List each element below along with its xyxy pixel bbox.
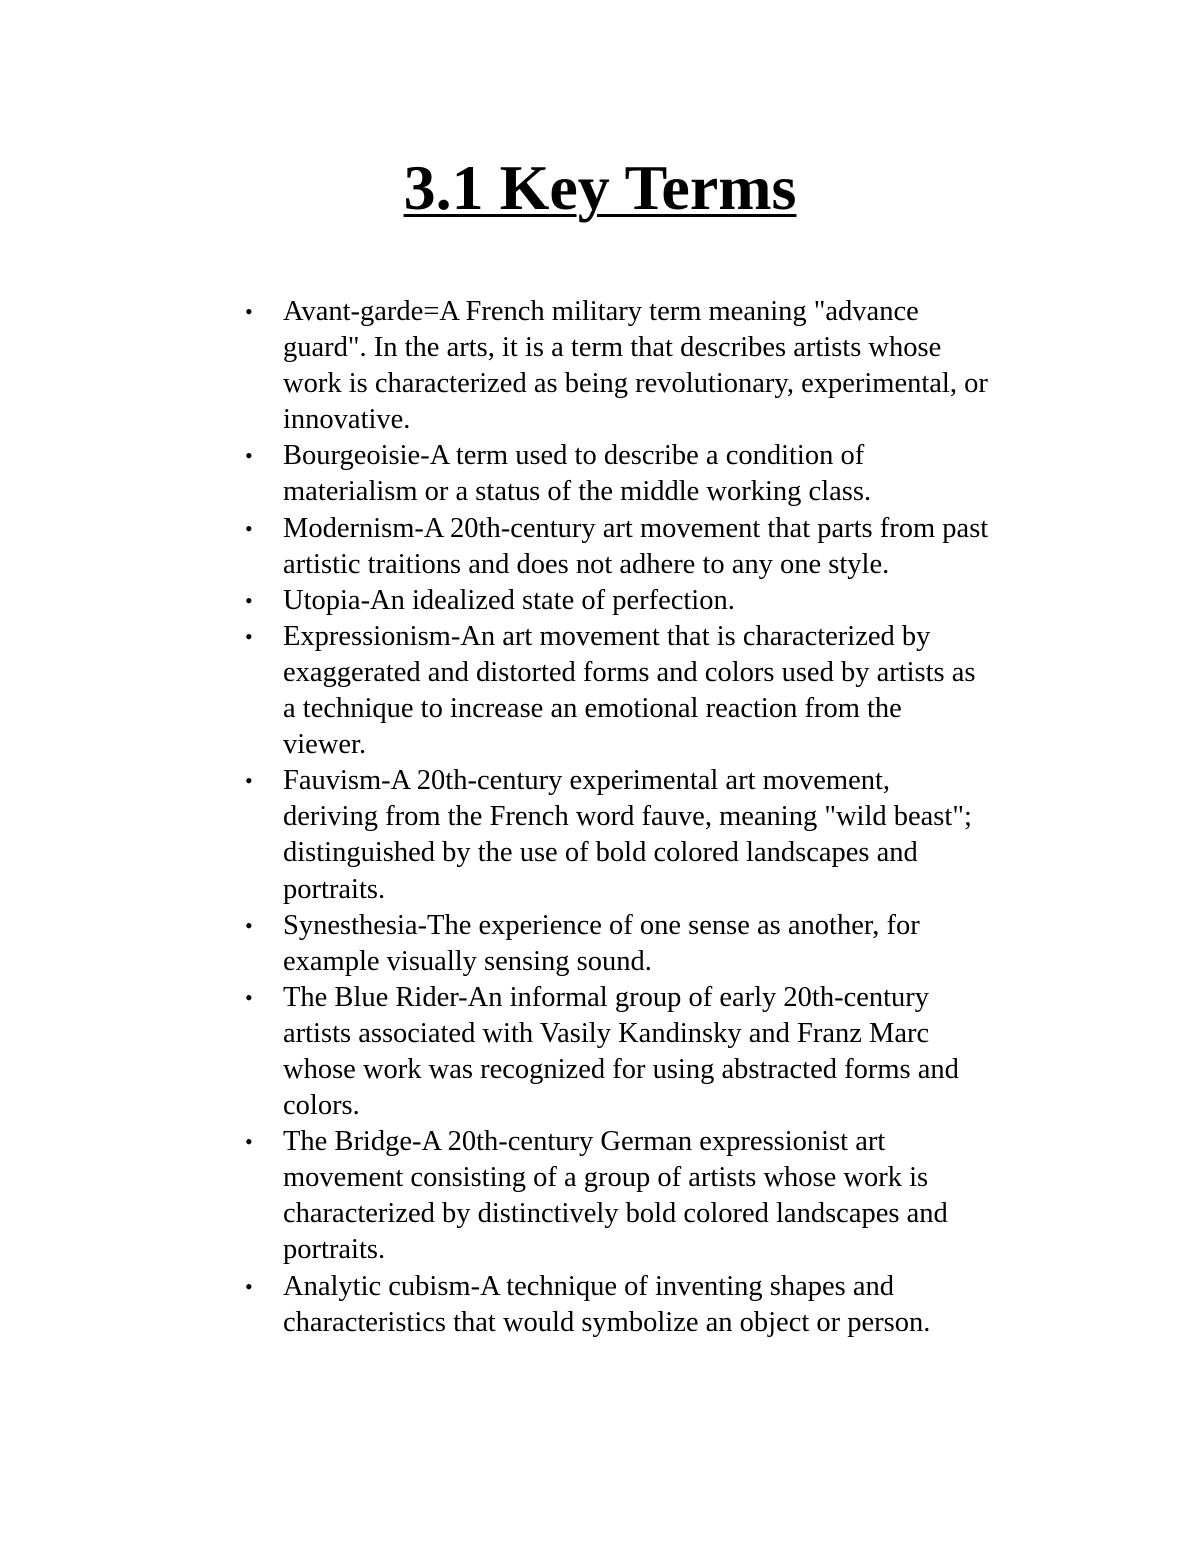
term-line: Avant-garde=A French military term meaning "advance [283,296,919,327]
term-line: distinguished by the use of bold colored landscapes and [283,837,918,869]
term-line: guard". In the arts, it is a term that describes artists whose [283,332,942,364]
term-item-blue-rider [245,980,1073,1124]
term-line: The Blue Rider-An informal group of early 20th-century [283,981,930,1013]
bullet-icon: • [245,587,253,613]
bullet-icon: • [245,768,253,794]
term-item-the-bridge [245,1124,1073,1268]
bullet-icon: • [245,912,253,938]
bullet-icon: • [245,299,253,324]
term-line: innovative. [283,404,411,436]
term-line: viewer. [283,729,367,761]
term-item-analytic-cubism [245,1269,1073,1341]
term-item-bourgeoisie [245,438,1073,510]
term-item-utopia [245,583,1073,619]
term-line: The Bridge-A 20th-century German expressionist art [283,1126,886,1158]
term-item-expressionism [245,619,1073,763]
term-line: exaggerated and distorted forms and colors used by artists as [283,656,976,688]
term-line: whose work was recognized for using abstracted forms and [283,1053,959,1085]
term-line: Fauvism-A 20th-century experimental art movement, [283,765,891,797]
key-terms-list [245,294,1073,1341]
term-item-modernism [245,511,1073,583]
term-line: portraits. [283,1234,386,1266]
bullet-icon: • [245,1273,253,1299]
term-line: colors. [283,1090,360,1122]
term-line: Modernism-A 20th-century art movement that parts from past [283,512,989,544]
term-line: example visually sensing sound. [283,945,652,977]
page-title: 3.1 Key Terms [403,152,797,223]
term-item-fauvism [245,763,1073,907]
term-line: Utopia-An idealized state of perfection. [283,584,735,616]
term-line: a technique to increase an emotional reaction from the [283,693,902,725]
term-item-avant-garde [245,294,1073,438]
term-line: work is characterized as being revolutionary, experimental, or [283,368,988,400]
term-line: deriving from the French word fauve, meaning "wild beast"; [283,801,972,833]
term-line: Synesthesia-The experience of one sense as another, for [283,909,920,941]
term-line: Expressionism-An art movement that is characterized by [283,620,931,652]
bullet-icon: • [245,984,253,1010]
term-line: Analytic cubism-A technique of inventing shapes and [283,1270,895,1302]
bullet-icon: • [245,1129,253,1155]
bullet-icon: • [245,623,253,649]
term-item-synesthesia [245,908,1073,980]
term-line: characteristics that would symbolize an object or person. [283,1306,931,1338]
term-line: artists associated with Vasily Kandinsky and Franz Marc [283,1017,930,1049]
term-line: artistic traitions and does not adhere to any one style. [283,548,890,580]
term-line: materialism or a status of the middle working class. [283,476,872,508]
term-line: movement consisting of a group of artists whose work is [283,1162,929,1194]
bullet-icon: • [245,443,253,469]
term-line: Bourgeoisie-A term used to describe a condition of [283,440,865,472]
term-line: characterized by distinctively bold colored landscapes and [283,1198,948,1230]
term-line: portraits. [283,873,386,905]
bullet-icon: • [245,515,253,541]
